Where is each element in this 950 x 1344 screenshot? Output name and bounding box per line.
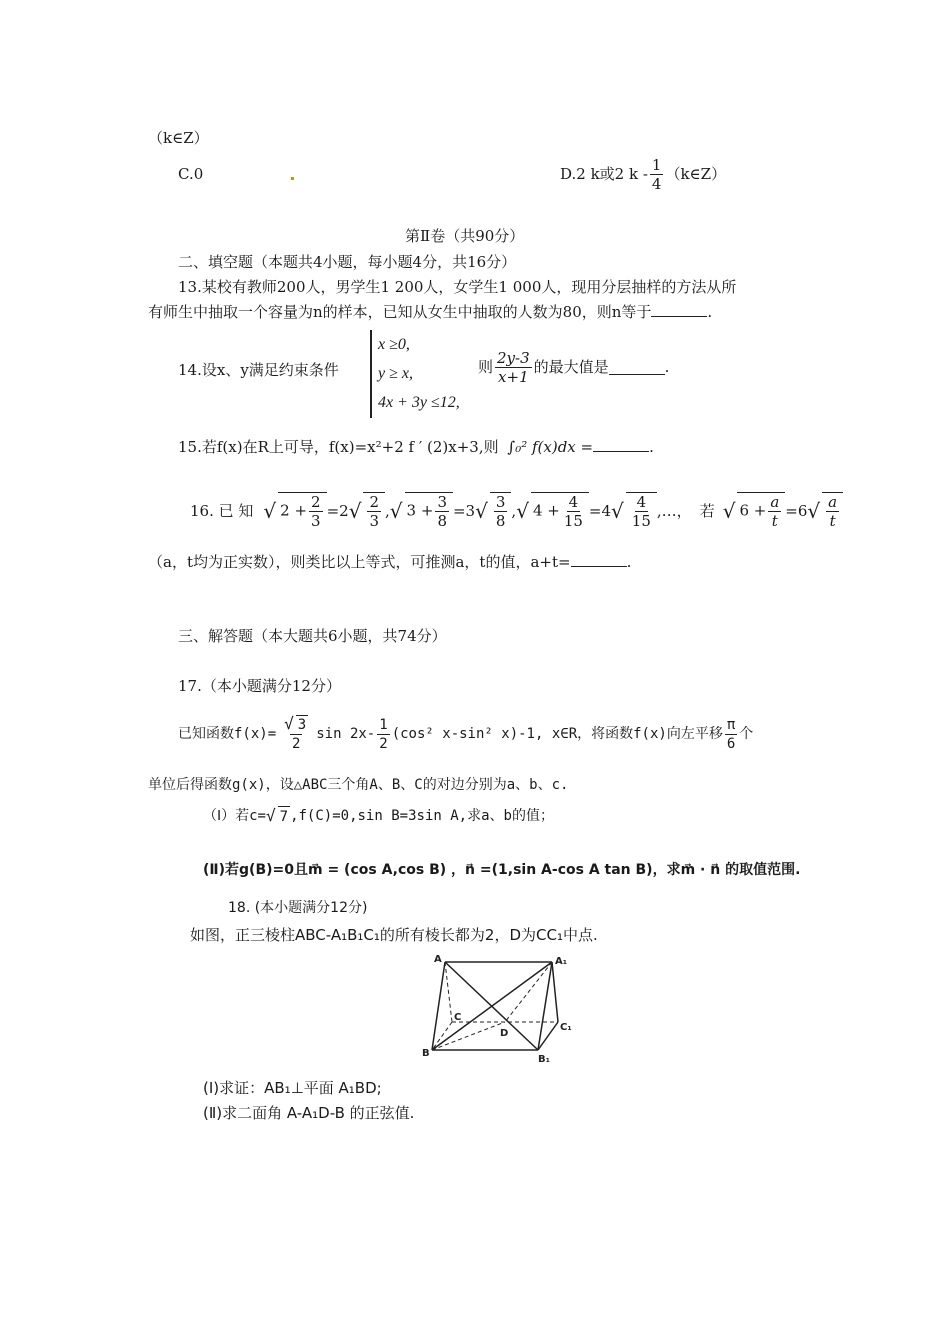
- q14-num: 2y-3: [497, 348, 530, 367]
- q16-eq4: √ 6 + $\frac{a}{t}$ =6 √ $\frac{a}{t}$: [723, 492, 843, 530]
- q16-label: 16. 已 知: [190, 502, 254, 520]
- q14-fraction: [495, 349, 532, 386]
- label-A: A: [434, 954, 442, 965]
- q16-if: 若: [699, 502, 715, 520]
- q17-sqrt3-over-2: $\frac{√ 3}{2}$: [284, 714, 307, 752]
- q14-then: 则: [478, 358, 494, 376]
- label-B: B: [422, 1048, 430, 1059]
- q16-eq1: √ 2 + $\frac{2}{3}$ =2 √ $\frac{2}{3}$ ,: [263, 493, 390, 530]
- q15-line: 15.若f(x)在R上可导，f(x)=x²+2 f ′ (2)x+3,则 ∫₀² f(x)dx = .: [178, 438, 654, 456]
- label-D: D: [500, 1028, 509, 1039]
- option-d-suffix: （k∈Z）: [665, 165, 727, 183]
- option-d-num: 1: [651, 155, 662, 174]
- q14-constraint-2: y ≥ x,: [378, 365, 413, 382]
- fill-heading: 二、填空题（本题共4小题，每小题4分，共16分）: [178, 253, 517, 271]
- q14-objective: 则 $\frac{2y-3}{x+1}$ 的最大值是 .: [478, 348, 670, 386]
- edge-A-C: [445, 962, 452, 1022]
- label-C: C: [454, 1012, 462, 1023]
- prism-figure: [410, 950, 590, 1070]
- q16-eq2: √ 3 + $\frac{3}{8}$ =3 √ $\frac{3}{8}$ ,: [389, 493, 517, 530]
- q14-constraint-system: [370, 330, 460, 418]
- continued-condition: （k∈Z）: [148, 129, 209, 147]
- q16-line1: [190, 486, 843, 536]
- q13-line2: 有师生中抽取一个容量为n的样本，已知从女生中抽取的人数为80，则n等于 .: [148, 303, 713, 321]
- q15-integral: ∫₀² f(x)dx =: [507, 438, 594, 456]
- line-B-D: [432, 1022, 505, 1050]
- q16-text: （a，t均为正实数），则类比以上等式，可推测a，t的值，a+t=: [148, 553, 571, 571]
- edge-A1-B1: [538, 962, 552, 1050]
- q16-blank: [571, 552, 627, 567]
- q15-blank: [593, 437, 649, 452]
- q18-heading: 18. (本小题满分12分): [228, 900, 368, 916]
- option-d-prefix: D.2 k或2 k -: [560, 165, 648, 183]
- q17-heading: 17.（本小题满分12分）: [178, 677, 341, 695]
- label-C1: C₁: [560, 1022, 572, 1033]
- q14-tail: 的最大值是: [533, 358, 609, 376]
- q18-line1: 如图，正三棱柱ABC-A₁B₁C₁的所有棱长都为2，D为CC₁中点.: [190, 926, 598, 944]
- label-A1: A₁: [555, 956, 568, 967]
- q14-constraint-1: x ≥0,: [378, 336, 410, 353]
- q17-part1: （Ⅰ）若c= √ 7 ,f(C)=0,sin B=3sin A,求a、b的值；: [203, 806, 554, 825]
- answer-heading: 三、解答题（本大题共6小题，共74分）: [178, 627, 447, 645]
- q13-text: 有师生中抽取一个容量为n的样本，已知从女生中抽取的人数为80，则n等于: [148, 303, 652, 321]
- q14-den: x+1: [498, 367, 529, 386]
- q14-constraint-3: 4x + 3y ≤12,: [378, 394, 460, 411]
- q13-line1: 13.某校有教师200人，男学生1 200人，女学生1 000人，现用分层抽样的方法从所: [178, 278, 737, 296]
- q14-text: 14.设x、y满足约束条件: [178, 361, 339, 379]
- q13-blank: [651, 302, 707, 317]
- q18-part1: (Ⅰ)求证：AB₁⊥平面 A₁BD;: [203, 1079, 382, 1097]
- q14-blank: [609, 360, 665, 375]
- q17-pi-over-6: $\frac{\pi}{6}$: [726, 716, 736, 752]
- option-c: C.0: [178, 165, 204, 183]
- option-d: [560, 152, 726, 196]
- q17-line2: 单位后得函数g(x)，设△ABC三个角A、B、C的对边分别为a、b、c.: [148, 777, 569, 793]
- edge-B1-C1: [538, 1022, 558, 1050]
- edge-A1-C1: [552, 962, 558, 1022]
- stray-mark: [291, 177, 294, 180]
- q17-half: $\frac{1}{2}$: [379, 716, 388, 752]
- q15-text: 15.若f(x)在R上可导，f(x)=x²+2 f ′ (2)x+3,则: [178, 438, 499, 456]
- q16-dots: …，: [661, 502, 692, 520]
- edge-A-B: [432, 962, 445, 1050]
- q18-part2: (Ⅱ)求二面角 A-A₁D-B 的正弦值.: [203, 1104, 415, 1122]
- section-title: 第Ⅱ卷（共90分）: [405, 227, 525, 245]
- q17-line1: 已知函数f(x)= $\frac{√ 3}{2}$ sin 2x- $\frac{1}{2}$ (cos² x-sin² x)-1, x∈R，将函数f(x)向左平移 $\frac{\pi}{6}$ 个: [178, 714, 754, 752]
- q16-eq3: √ 4 + $\frac{4}{15}$ =4 √ $\frac{4}{15}$ ,: [516, 493, 662, 530]
- option-d-fraction: [650, 156, 664, 193]
- q17-part2: (Ⅱ)若g(B)=0且m⃗ = (cos A,cos B) ，n⃗ =(1,sin A-cos A tan B)，求m⃗ · n⃗ 的取值范围.: [203, 862, 801, 878]
- q16-line2: （a，t均为正实数），则类比以上等式，可推测a，t的值，a+t= .: [148, 553, 632, 571]
- label-B1: B₁: [538, 1054, 551, 1065]
- option-d-den: 4: [651, 174, 662, 193]
